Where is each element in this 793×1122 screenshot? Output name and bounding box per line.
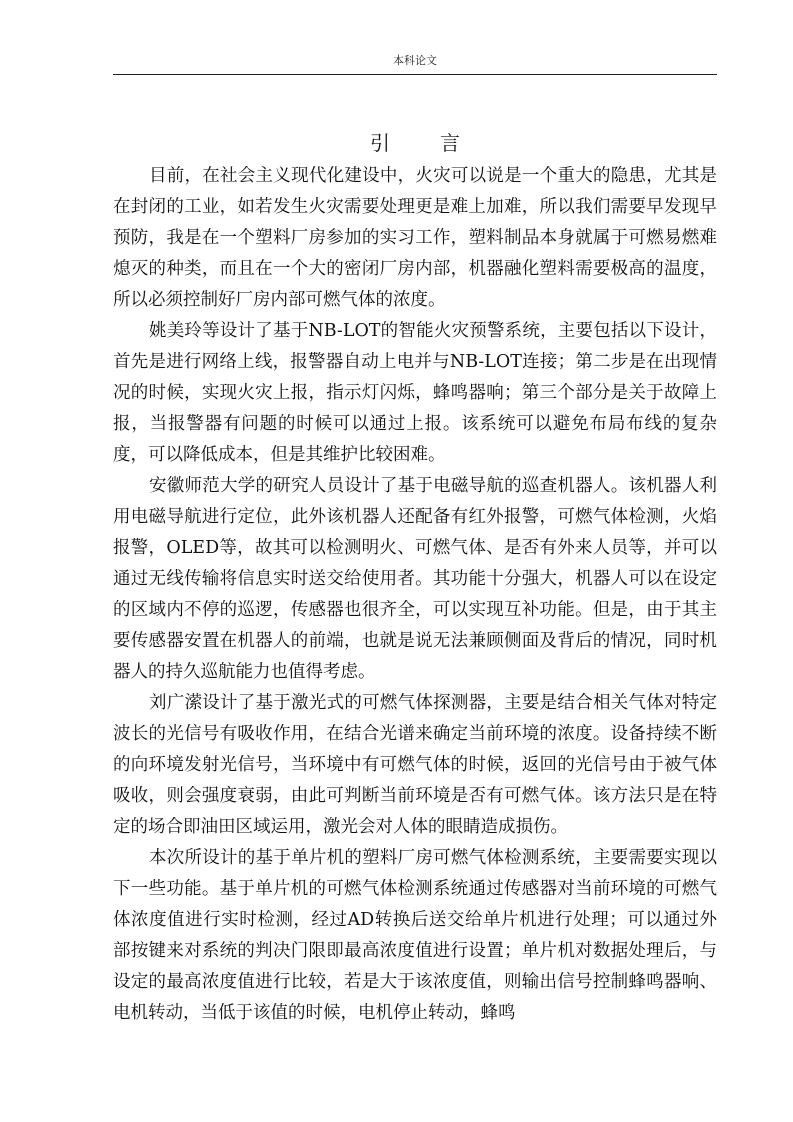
paragraph-robot: 安徽师范大学的研究人员设计了基于电磁导航的巡查机器人。该机器人利用电磁导航进行定位，此外该机器人还配备有红外报警，可燃气体检测，火焰报警，OLED等，故其可以检测明火、可燃气体、是否有外来人员等，并可以通过无线传输将信息实时送交给使用者。其功能十分强大，机器人可以在设定的区域内不停的巡逻，传感器也很齐全，可以实现互补功能。但是，由于其主要传感器安置在机器人的前端，也就是说无法兼顾侧面及背后的情况，同时机器人的持久巡航能力也值得考虑。	[113, 476, 717, 682]
paragraph-intro: 目前，在社会主义现代化建设中，火灾可以说是一个重大的隐患，尤其是在封闭的工业，如若发生火灾需要处理更是难上加难，所以我们需要早发现早预防，我是在一个塑料厂房参加的实习工作，塑料制品本身就属于可燃易燃难熄灭的种类，而且在一个大的密闭厂房内部，机器融化塑料需要极高的温度，所以必须控制好厂房内部可燃气体的浓度。	[113, 166, 717, 310]
paragraph-design: 本次所设计的基于单片机的塑料厂房可燃气体检测系统，主要需要实现以下一些功能。基于单片机的可燃气体检测系统通过传感器对当前环境的可燃气体浓度值进行实时检测，经过AD转换后送交给单片机进行处理；可以通过外部按键来对系统的判决门限即最高浓度值进行设置；单片机对数据处理后，与设定的最高浓度值进行比较，若是大于该浓度值，则输出信号控制蜂鸣器响、电机转动，当低于该值的时候，电机停止转动，蜂鸣	[113, 848, 717, 1023]
header-text: 本科论文	[393, 54, 437, 67]
section-title: 引言	[370, 131, 510, 155]
paragraph-nb-lot: 姚美玲等设计了基于NB-LOT的智能火灾预警系统，主要包括以下设计，首先是进行网络上线，报警器自动上电并与NB-LOT连接；第二步是在出现情况的时候，实现火灾上报，指示灯闪烁，蜂鸣器响；第三个部分是关于故障上报，当报警器有问题的时候可以通过上报。该系统可以避免布局布线的复杂度，可以降低成本，但是其维护比较困难。	[113, 321, 717, 465]
page-header	[113, 52, 717, 75]
body-text	[113, 161, 717, 1029]
paragraph-laser: 刘广潆设计了基于激光式的可燃气体探测器，主要是结合相关气体对特定波长的光信号有吸收作用，在结合光谱来确定当前环境的浓度。设备持续不断的向环境发射光信号，当环境中有可燃气体的时候，返回的光信号由于被气体吸收，则会强度衰弱，由此可判断当前环境是否有可燃气体。该方法只是在特定的场合即油田区域运用，激光会对人体的眼睛造成损伤。	[113, 693, 717, 837]
